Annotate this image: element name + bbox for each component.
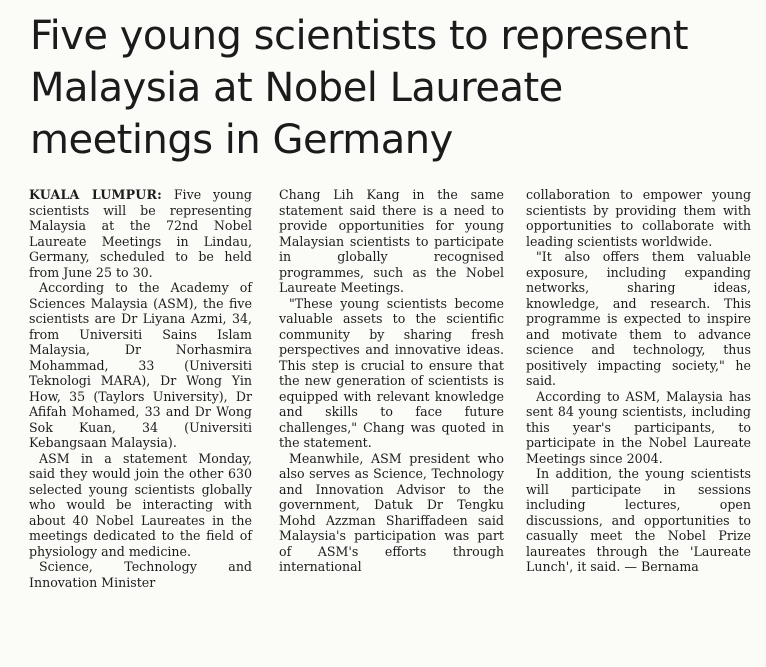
paragraph: "These young scientists become valuable assets to the scientific community by sharing fresh perspectives and innovative ideas. This step is crucial to ensure that the new generation of scientists is equipped with relevant knowledge and skills to face future challenges," Chang was quoted in the statement.: [279, 295, 504, 450]
paragraph: According to the Academy of Sciences Malaysia (ASM), the five scientists are Dr Liyana Azmi, 34, from Universiti Sains Islam Malaysia, Dr Norhasmira Mohammad, 33 (Universiti Teknologi MARA), Dr Wong Yin How, 35 (Taylors University), Dr Afifah Mohamed, 33 and Dr Wong Sok Kuan, 34 (Universiti Kebangsaan Malaysia).: [29, 280, 252, 450]
paragraph: According to ASM, Malaysia has sent 84 young scientists, including this year's participants, to participate in the Nobel Laureate Meetings since 2004.: [526, 388, 751, 466]
article-column-3: [526, 187, 751, 575]
paragraph: ASM in a statement Monday, said they would join the other 630 selected young scientists globally who would be interacting with about 40 Nobel Laureates in the meetings dedicated to the field of physiology and medicine.: [29, 450, 252, 559]
headline-line-2: Malaysia at Nobel Laureate: [30, 65, 563, 111]
headline-line-3: meetings in Germany: [30, 117, 453, 163]
paragraph: Meanwhile, ASM president who also serves as Science, Technology and Innovation Advisor to the government, Datuk Dr Tengku Mohd Azzman Shariffadeen said Malaysia's participation was part of ASM's efforts through international: [279, 450, 504, 574]
lead-text: Five young scientists will be representing Malaysia at the 72nd Nobel Laureate Meetings in Lindau, Germany, scheduled to be held from June 25 to 30.: [29, 187, 252, 280]
article-column-1: [29, 187, 252, 590]
paragraph: "It also offers them valuable exposure, including expanding networks, sharing ideas, knowledge, and research. This programme is expected to inspire and motivate them to advance science and technology, thus positively impacting society," he said.: [526, 249, 751, 388]
dateline: KUALA LUMPUR:: [29, 187, 162, 202]
article-headline: [30, 10, 750, 166]
lead-paragraph: [29, 187, 252, 280]
paragraph: In addition, the young scientists will participate in sessions including lectures, open discussions, and opportunities to casually meet the Nobel Prize laureates through the 'Laureate Lunch', it said. — Bernama: [526, 466, 751, 574]
paragraph-continued: collaboration to empower young scientists by providing them with opportunities to collaborate with leading scientists worldwide.: [526, 187, 751, 249]
headline-line-1: Five young scientists to represent: [30, 13, 689, 59]
paragraph: Science, Technology and Innovation Minister: [29, 559, 252, 590]
paragraph-continued: Chang Lih Kang in the same statement said there is a need to provide opportunities for young Malaysian scientists to participate in globally recognised programmes, such as the Nobel Laureate Meetings.: [279, 187, 504, 295]
article-column-2: [279, 187, 504, 575]
